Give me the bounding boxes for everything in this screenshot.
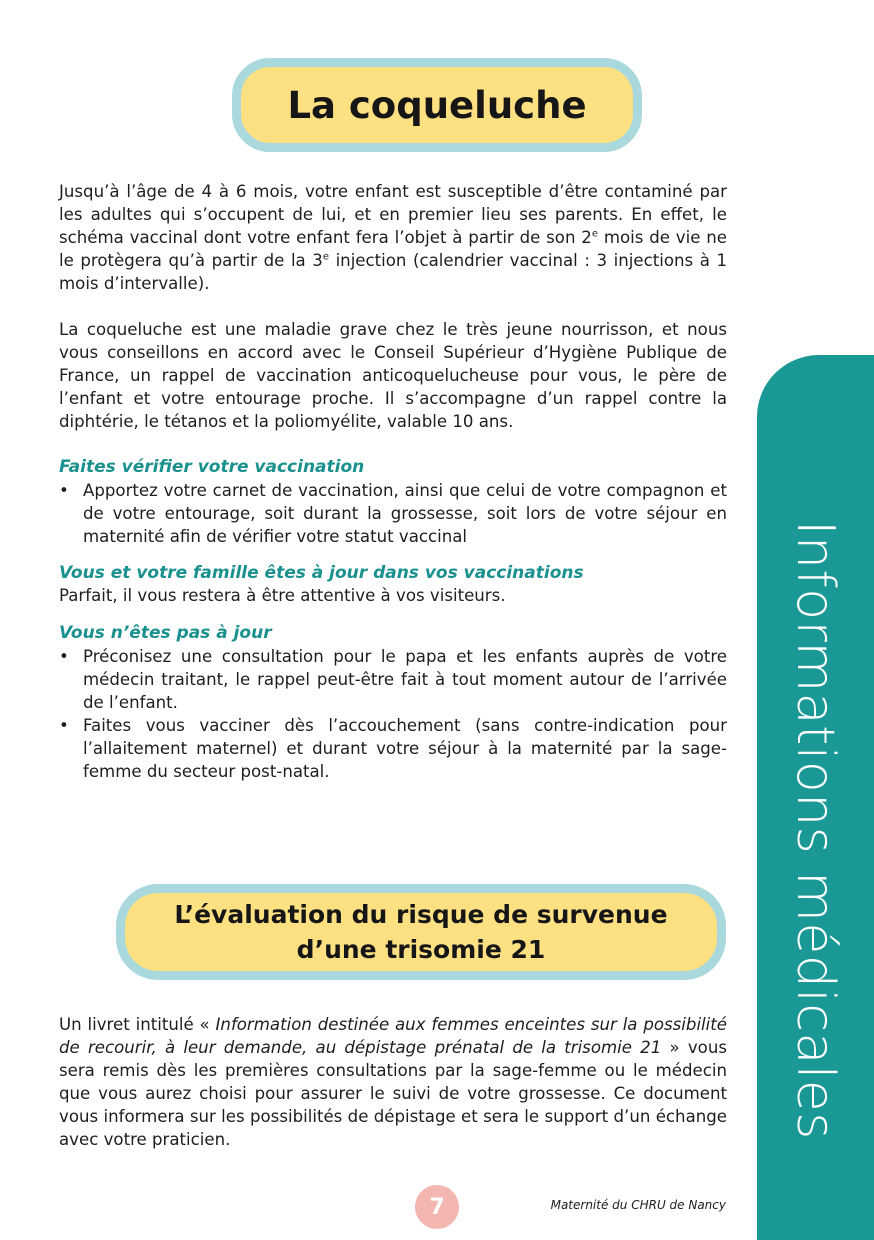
footer-source: Maternité du CHRU de Nancy [550,1198,726,1212]
not-up-to-date-list [59,645,727,783]
section-title-trisomie [116,884,726,980]
sidebar-label: Informations médicales [785,520,845,1140]
booklet-title: Information destinée aux femmes enceintes sur la possibilité de recourir, à leur demande, au dépistage prénatal de la trisomie 21 [59,1015,727,1057]
subheading-not-up-to-date: Vous n’êtes pas à jour [59,623,272,643]
coqueluche-recommendation-paragraph: La coqueluche est une maladie grave chez le très jeune nourrisson, et nous vous conseillons en accord avec le Conseil Supérieur d’Hygiène Publique de France, un rappel de vaccination anticoquelucheuse pour vous, le père de l’enfant et votre entourage proche. Il s’accompagne d’un rappel contre la diphtérie, le tétanos et la poliomyélite, valable 10 ans. [59,320,727,431]
list-item: • Faites vous vacciner dès l’accouchement (sans contre-indication pour l’allaitement maternel) et durant votre séjour à la maternité par la sage-femme du secteur post-natal. [59,716,727,781]
section-title-text: La coqueluche [287,83,587,127]
subheading-up-to-date: Vous et votre famille êtes à jour dans vos vaccinations [59,563,584,583]
section-title-line: d’une trisomie 21 [296,935,546,964]
list-item: • Préconisez une consultation pour le papa et les enfants auprès de votre médecin traitant, le rappel peut-être fait à tout moment autour de l’arrivée de l’enfant. [59,647,727,712]
section-title-coqueluche [232,58,642,152]
up-to-date-text: Parfait, il vous restera à être attentive à vos visiteurs. [59,586,506,605]
section-title-line: L’évaluation du risque de survenue [174,900,668,929]
list-item: • Apportez votre carnet de vaccination, ainsi que celui de votre compagnon et de votre entourage, soit durant la grossesse, soit lors de votre séjour en maternité afin de vérifier votre statut vaccinal [59,481,727,546]
trisomie-paragraph: Un livret intitulé « Information destinée aux femmes enceintes sur la possibilité de recourir, à leur demande, au dépistage prénatal de la trisomie 21 » vous sera remis dès les premières consultations par la sage-femme ou le médecin que vous aurez choisi pour assurer le suivi de votre grossesse. Ce document vous informera sur les possibilités de dépistage et sera le support d’un échange avec votre praticien. [59,1015,727,1149]
coqueluche-intro-paragraph: Jusqu’à l’âge de 4 à 6 mois, votre enfant est susceptible d’être contaminé par les adultes qui s’occupent de lui, et en premier lieu ses parents. En effet, le schéma vaccinal dont votre enfant fera l’objet à partir de son 2e mois de vie ne le protègera qu’à partir de la 3e injection (calendrier vaccinal : 3 injections à 1 mois d’intervalle). [59,182,727,293]
subheading-verify-vaccination: Faites vérifier votre vaccination [59,457,365,477]
page-number-badge: 7 [415,1185,459,1229]
verify-vaccination-list [59,479,727,548]
